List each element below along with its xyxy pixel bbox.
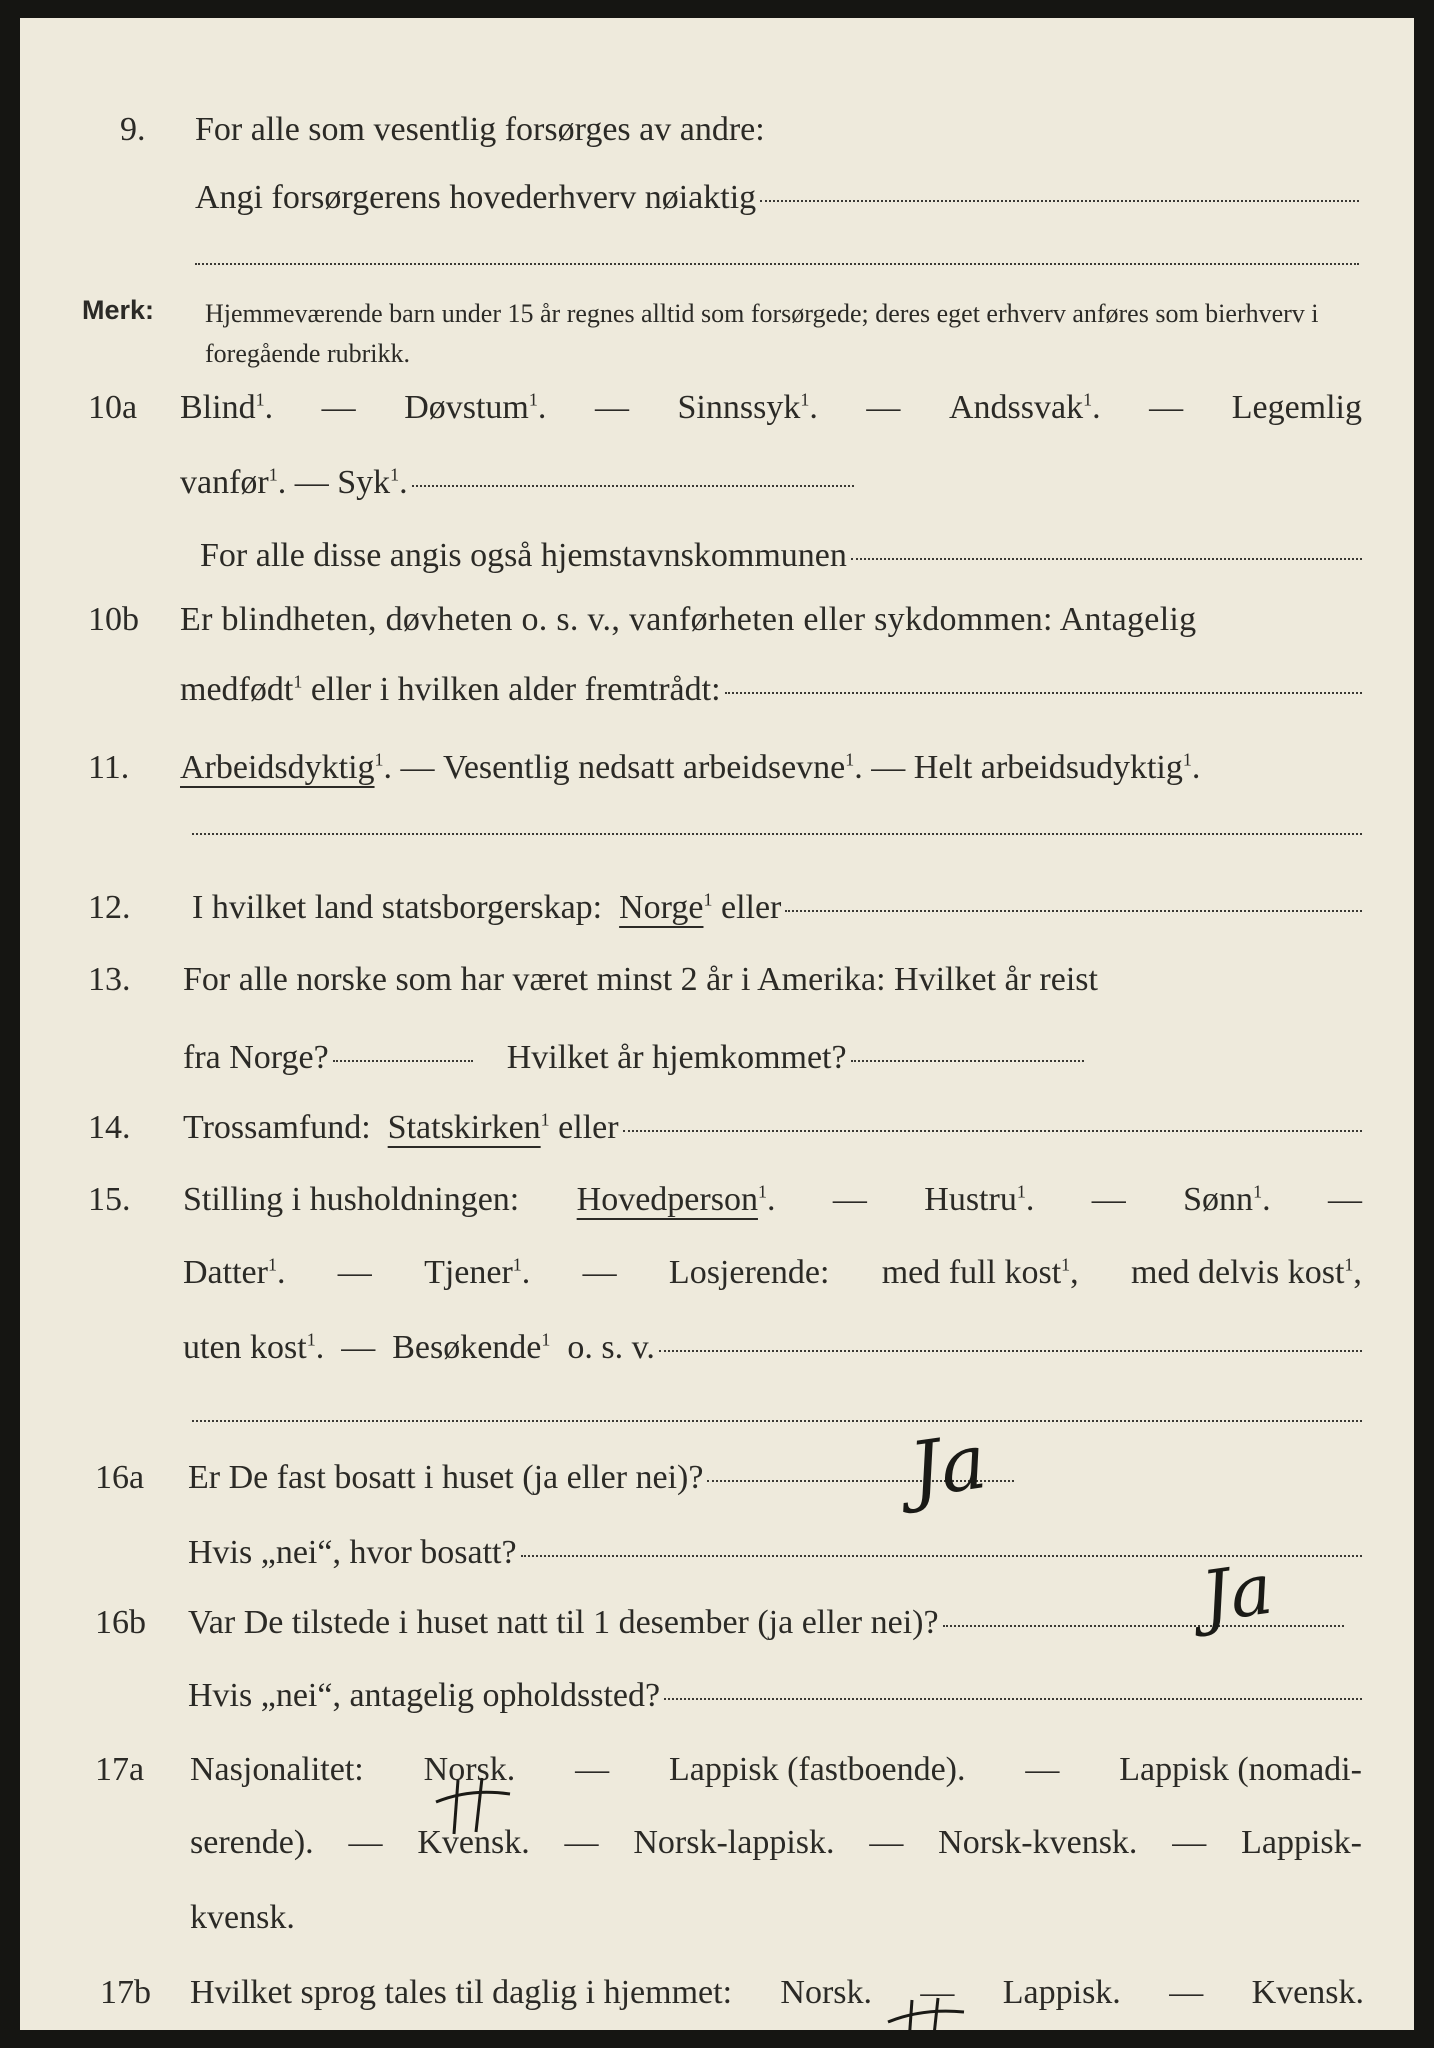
q10b-number: 10b — [88, 601, 139, 638]
q17b-number: 17b — [100, 1974, 151, 2011]
q13-row2 — [20, 1028, 1414, 1088]
q15-row1 — [20, 1170, 1414, 1230]
dash: — — [294, 464, 329, 501]
q15-row2 — [20, 1243, 1414, 1303]
dash: — — [1149, 389, 1184, 426]
q10a-hometown-line — [200, 526, 1362, 586]
q9-provider-line — [195, 168, 1359, 228]
q10a-vanfor-line — [180, 453, 854, 513]
q17a-lappisk-fast[interactable]: Lappisk (fastboende). — [669, 1751, 966, 1788]
q15-uten-kost[interactable]: uten kost$^1$. — [183, 1329, 325, 1366]
q13-number: 13. — [88, 961, 131, 998]
q13-row1 — [20, 950, 1414, 1010]
q12-row — [20, 878, 1414, 938]
q16a-line1 — [188, 1448, 1014, 1508]
q10a-row2 — [20, 453, 1414, 513]
q14-number: 14. — [88, 1109, 131, 1146]
q17b-lappisk[interactable]: Lappisk. — [1002, 1974, 1121, 2011]
q10a-row1 — [20, 378, 1414, 438]
q10a-row3 — [20, 526, 1414, 586]
q10a-vanfor[interactable]: vanfør$^1$. — [180, 464, 287, 501]
q17a-line1 — [190, 1740, 1362, 1800]
q16a-row1 — [20, 1448, 1414, 1508]
q9-number: 9. — [120, 111, 146, 148]
q10b-line1: Er blindheten, døvheten o. s. v., vanførheten eller sykdommen: Antagelig — [180, 601, 1197, 638]
q10a-number: 10a — [88, 389, 138, 426]
q15-line2 — [183, 1243, 1362, 1303]
q13-line2 — [183, 1028, 1084, 1088]
q13-line1: For alle norske som har været minst 2 år i Amerika: Hvilket år reist — [183, 961, 1098, 998]
q12-eller: eller — [720, 889, 782, 926]
q11-extra-line[interactable] — [192, 833, 1362, 835]
q15-tjener[interactable]: Tjener$^1$. — [424, 1254, 531, 1291]
q11-arbeidsdyktig[interactable]: Arbeidsdyktig$^1$. — [180, 749, 393, 786]
q10a-syk-field[interactable] — [412, 485, 854, 487]
q17b-handwritten-mark — [882, 1980, 972, 2030]
q15-row3 — [20, 1318, 1414, 1378]
dash: — — [341, 1329, 376, 1366]
q14-eller: eller — [558, 1109, 619, 1146]
q17a-row3 — [20, 1888, 1414, 1948]
q16b-line1 — [188, 1593, 1344, 1653]
dash: — — [594, 389, 629, 426]
dash: — — [564, 1824, 599, 1861]
q17a-line2 — [190, 1813, 1362, 1873]
merk-label: Merk: — [82, 295, 155, 325]
q15-hustru[interactable]: Hustru$^1$. — [924, 1181, 1035, 1218]
q9-line1: For alle som vesentlig forsørges av andre: — [195, 111, 765, 148]
q13-left-label: fra Norge? — [183, 1039, 329, 1076]
q17b-label: Hvilket sprog tales til daglig i hjemmet: — [190, 1974, 733, 2011]
q10b-line2 — [180, 660, 1362, 720]
q12-number: 12. — [88, 889, 131, 926]
q17a-label: Nasjonalitet: — [190, 1751, 364, 1788]
q9-row1 — [20, 100, 1414, 160]
dash: — — [1025, 1751, 1060, 1788]
dash: — — [337, 1254, 372, 1291]
q16b-row2 — [20, 1666, 1414, 1726]
q16b-handwritten-answer: Ja — [1196, 1547, 1278, 1639]
q16b-line2 — [188, 1666, 1362, 1726]
q10b-medfodt[interactable]: medfødt$^1$ — [180, 671, 303, 708]
q10a-syk[interactable]: Syk$^1$. — [337, 464, 408, 501]
dash: — — [920, 1974, 955, 2011]
q17a-row1 — [20, 1740, 1414, 1800]
dash: — — [869, 1824, 904, 1861]
q15-extra-line[interactable] — [192, 1420, 1362, 1422]
merk-text: Hjemmeværende barn under 15 år regnes alltid som forsørgede; deres eget erhverv anføres som bierhverv i foregående rubrikk. — [205, 299, 1319, 368]
q15-datter[interactable]: Datter$^1$. — [183, 1254, 286, 1291]
q16a-question: Er De fast bosatt i huset (ja eller nei)? — [188, 1459, 704, 1496]
q15-besokende[interactable]: Besøkende$^1$ — [392, 1329, 551, 1366]
q10a-sinnssyk[interactable]: Sinnssyk$^1$. — [677, 389, 818, 426]
q10b-age-field[interactable] — [725, 692, 1362, 694]
q10a-line3: For alle disse angis også hjemstavnskommunen — [200, 537, 847, 574]
q15-losjerende: Losjerende: — [668, 1254, 830, 1291]
dash: — — [866, 389, 901, 426]
dash: — — [871, 749, 906, 786]
dash: — — [1169, 1974, 1204, 2011]
q16b-where-field[interactable] — [664, 1698, 1362, 1700]
q16b-answer-field[interactable] — [943, 1625, 1344, 1627]
q11-number: 11. — [88, 749, 130, 786]
q15-delvis-kost[interactable]: med delvis kost$^1$, — [1130, 1254, 1362, 1291]
dash: — — [1327, 1181, 1362, 1218]
q15-full-kost[interactable]: med full kost$^1$, — [881, 1254, 1079, 1291]
q12-label: I hvilket land statsborgerskap: — [192, 889, 603, 926]
q15-hovedperson[interactable]: Hovedperson$^1$. — [576, 1181, 776, 1218]
dash: — — [832, 1181, 867, 1218]
q14-religion-field[interactable] — [623, 1130, 1362, 1132]
q10a-dovstum[interactable]: Døvstum$^1$. — [404, 389, 547, 426]
q17b-kvensk[interactable]: Kvensk. — [1251, 1974, 1364, 2011]
q16a-line2 — [188, 1523, 1362, 1583]
q9-row2 — [20, 168, 1414, 228]
q17a-line3: kvensk. — [190, 1899, 295, 1936]
q13-left-field[interactable] — [333, 1060, 473, 1062]
q10a-legemlig[interactable]: Legemlig — [1231, 389, 1362, 426]
q17a-norsk-lappisk[interactable]: Norsk-lappisk. — [633, 1824, 835, 1861]
q16b-number: 16b — [95, 1604, 146, 1641]
q9-extra-line[interactable] — [195, 263, 1359, 265]
q9-answer-field[interactable] — [760, 200, 1359, 202]
q17a-lappisk-nomadi[interactable]: Lappisk (nomadi- — [1119, 1751, 1362, 1788]
census-form-page — [20, 18, 1414, 2030]
q15-osv: o. s. v. — [567, 1329, 655, 1366]
q14-statskirken[interactable]: Statskirken$^1$ — [387, 1109, 550, 1146]
q15-other-field[interactable] — [659, 1350, 1362, 1352]
q15-number: 15. — [88, 1181, 131, 1218]
q10a-blind[interactable]: Blind$^1$. — [180, 389, 274, 426]
dash: — — [575, 1751, 610, 1788]
q9-text — [195, 100, 1364, 160]
q10a-hometown-field[interactable] — [851, 558, 1362, 560]
q15-label: Stilling i husholdningen: — [183, 1181, 520, 1218]
q14-line — [183, 1098, 1362, 1158]
q17b-line — [190, 1963, 1364, 2023]
q10a-conditions — [180, 378, 1362, 438]
q15-line3 — [183, 1318, 1362, 1378]
q15-sonn[interactable]: Sønn$^1$. — [1183, 1181, 1271, 1218]
q17a-lappisk-kvensk[interactable]: Lappisk- — [1241, 1824, 1362, 1861]
q11-row — [20, 738, 1414, 798]
q11-nedsatt[interactable]: Vesentlig nedsatt arbeidsevne$^1$. — [443, 749, 863, 786]
q17a-norsk[interactable]: Norsk. — [423, 1751, 516, 1788]
q16b-question: Var De tilstede i huset natt til 1 desember (ja eller nei)? — [188, 1604, 939, 1641]
q16a-handwritten-answer: Ja — [904, 1416, 992, 1515]
q17a-handwritten-mark — [430, 1758, 520, 1838]
q10b-age-label: eller i hvilken alder fremtrådt: — [310, 671, 721, 708]
q15-line1 — [183, 1170, 1362, 1230]
dash: — — [582, 1254, 617, 1291]
q14-label: Trossamfund: — [183, 1109, 371, 1146]
q10a-andssvak[interactable]: Andssvak$^1$. — [948, 389, 1101, 426]
q12-country-field[interactable] — [785, 910, 1362, 912]
q17a-kvensk[interactable]: Kvensk. — [417, 1824, 530, 1861]
q17a-number: 17a — [95, 1751, 145, 1788]
q13-returned-field[interactable] — [851, 1060, 1084, 1062]
q17a-row2 — [20, 1813, 1414, 1873]
dash: — — [1091, 1181, 1126, 1218]
dash: — — [348, 1824, 383, 1861]
q16a-where-label: Hvis „nei“, hvor bosatt? — [188, 1534, 517, 1571]
q12-line — [192, 878, 1362, 938]
q11-udyktig[interactable]: Helt arbeidsudyktig$^1$. — [913, 749, 1201, 786]
q17b-norsk[interactable]: Norsk. — [780, 1974, 873, 2011]
q16b-where-label: Hvis „nei“, antagelig opholdssted? — [188, 1677, 661, 1714]
q17a-serende[interactable]: serende). — [190, 1824, 314, 1861]
q11-options — [180, 738, 1369, 798]
q13-returned-label: Hvilket år hjemkommet? — [506, 1039, 847, 1076]
q17a-norsk-kvensk[interactable]: Norsk-kvensk. — [938, 1824, 1138, 1861]
q12-norge[interactable]: Norge$^1$ — [619, 889, 713, 926]
q10b-row1 — [20, 590, 1414, 650]
q14-row — [20, 1098, 1414, 1158]
q10b-row2 — [20, 660, 1414, 720]
dash: — — [1172, 1824, 1207, 1861]
q17b-row — [20, 1963, 1414, 2023]
q9-line2: Angi forsørgerens hovederhverv nøiaktig — [195, 179, 757, 216]
dash: — — [321, 389, 356, 426]
q16a-number: 16a — [95, 1459, 145, 1496]
dash: — — [400, 749, 435, 786]
